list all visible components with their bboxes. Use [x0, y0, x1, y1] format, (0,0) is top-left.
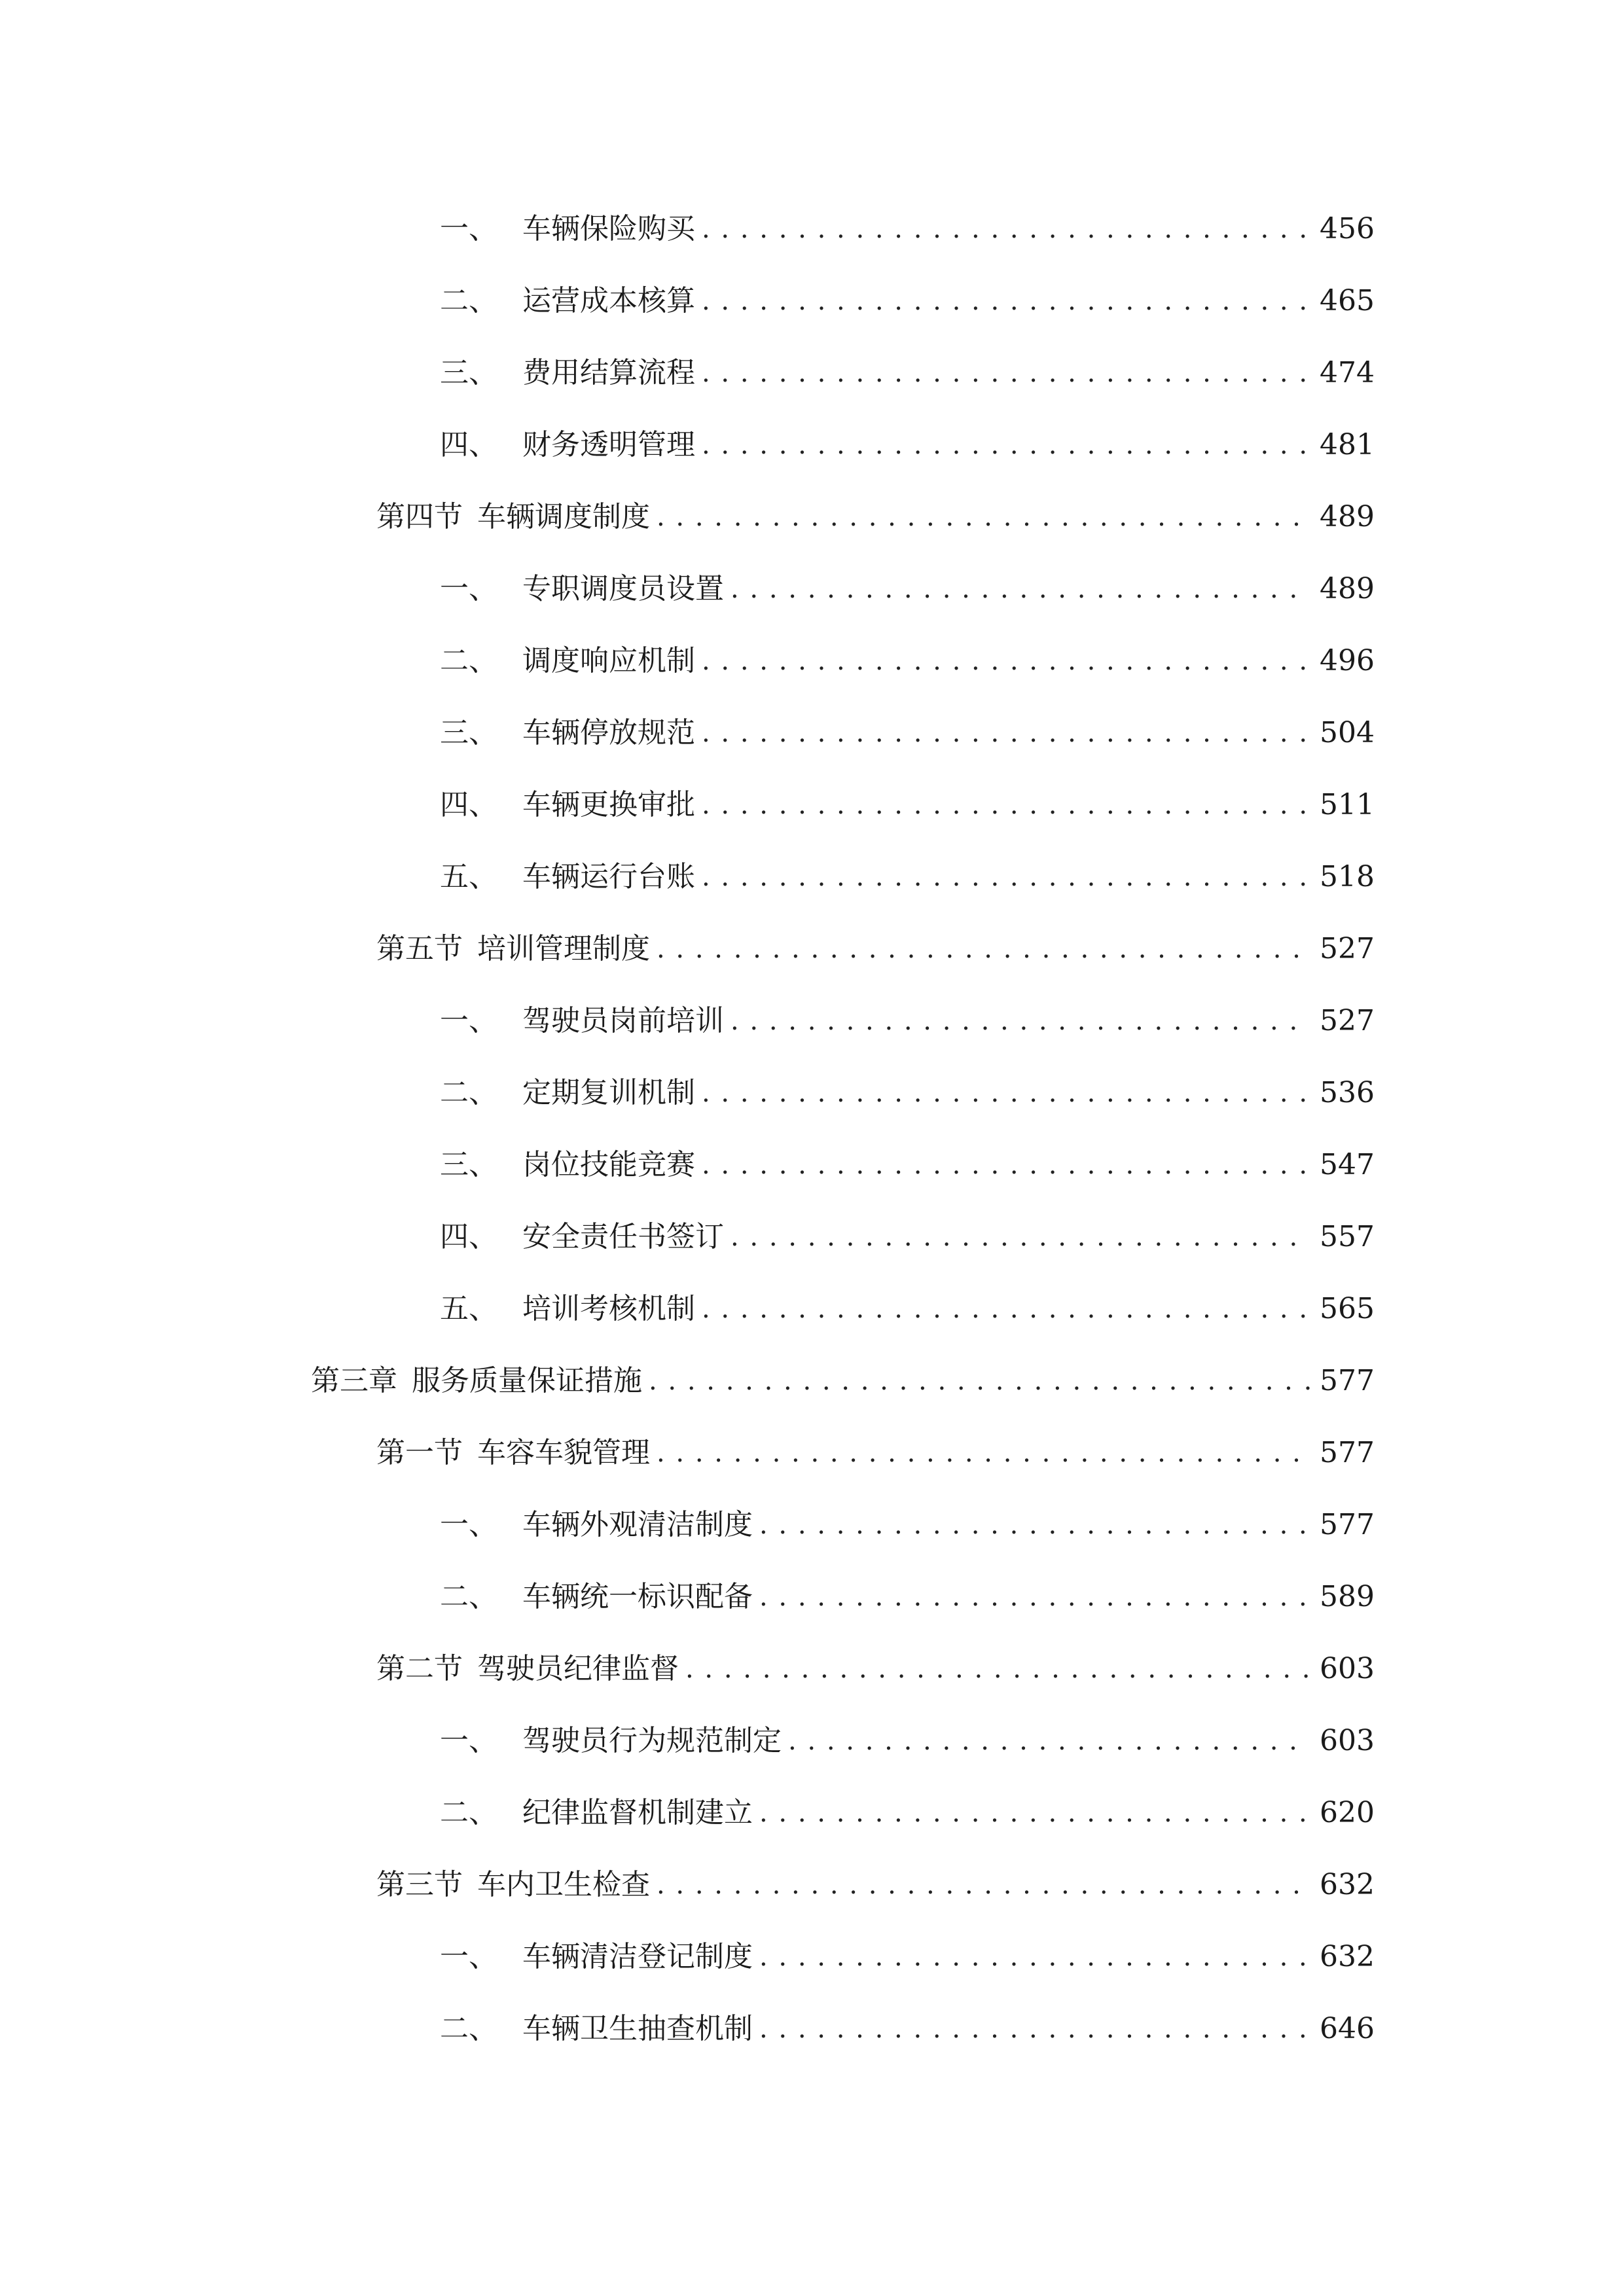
dot-leader	[702, 203, 1310, 255]
toc-entry[interactable]	[440, 1283, 1375, 1335]
toc-entry-number: 一、	[440, 212, 497, 245]
toc-entry-number: 第一节	[376, 1436, 463, 1469]
toc-entry-title: 安全责任书签订	[522, 1220, 724, 1253]
toc-entry-page: 489	[1320, 572, 1375, 605]
toc-entry[interactable]	[440, 203, 1375, 255]
toc-entry-title: 车内卫生检查	[477, 1868, 650, 1901]
toc-entry-number: 四、	[440, 1220, 497, 1253]
dot-leader	[702, 419, 1310, 471]
toc-section-entry[interactable]	[376, 1643, 1375, 1695]
toc-entry-number: 五、	[440, 1292, 497, 1325]
toc-section-entry[interactable]	[376, 491, 1375, 543]
toc-entry-number: 三、	[440, 356, 497, 389]
toc-entry-number: 二、	[440, 2012, 497, 2045]
dot-leader	[759, 1499, 1310, 1551]
toc-entry-page: 504	[1320, 716, 1375, 749]
toc-entry-page: 577	[1320, 1436, 1375, 1469]
toc-entry[interactable]	[440, 1715, 1375, 1767]
dot-leader	[702, 1067, 1310, 1119]
dot-leader	[657, 1427, 1310, 1479]
toc-entry[interactable]	[440, 563, 1375, 615]
toc-entry-title: 车容车貌管理	[477, 1436, 650, 1469]
toc-entry-title: 培训考核机制	[522, 1292, 695, 1325]
toc-entry-number: 二、	[440, 1076, 497, 1109]
toc-entry-number: 第五节	[376, 932, 463, 965]
toc-entry-title: 车辆统一标识配备	[522, 1580, 753, 1613]
dot-leader	[702, 851, 1310, 903]
toc-entry[interactable]	[440, 635, 1375, 687]
toc-entry-title: 驾驶员岗前培训	[522, 1004, 724, 1037]
toc-entry-page: 474	[1320, 356, 1375, 389]
toc-entry-title: 调度响应机制	[522, 644, 695, 677]
toc-entry[interactable]	[440, 779, 1375, 831]
toc-entry-page: 620	[1320, 1796, 1375, 1829]
toc-entry-title: 车辆调度制度	[477, 500, 650, 533]
toc-entry-number: 三、	[440, 716, 497, 749]
toc-entry-title: 车辆保险购买	[522, 212, 695, 245]
toc-entry-title: 费用结算流程	[522, 356, 695, 389]
dot-leader	[657, 491, 1310, 543]
toc-entry-page: 603	[1320, 1652, 1375, 1685]
toc-entry-page: 577	[1320, 1364, 1375, 1397]
toc-entry[interactable]	[440, 1211, 1375, 1263]
toc-entry[interactable]	[440, 1067, 1375, 1119]
toc-entry-number: 二、	[440, 644, 497, 677]
toc-entry-number: 一、	[440, 572, 497, 605]
dot-leader	[649, 1355, 1310, 1407]
toc-entry-title: 财务透明管理	[522, 428, 695, 461]
toc-entry-number: 一、	[440, 1724, 497, 1757]
toc-entry-title: 车辆停放规范	[522, 716, 695, 749]
toc-entry-page: 489	[1320, 500, 1375, 533]
dot-leader	[702, 707, 1310, 759]
toc-entry-page: 577	[1320, 1508, 1375, 1541]
toc-entry-title: 纪律监督机制建立	[522, 1796, 753, 1829]
dot-leader	[657, 923, 1310, 975]
toc-section-entry[interactable]	[376, 923, 1375, 975]
dot-leader	[759, 1931, 1310, 1983]
dot-leader	[685, 1643, 1310, 1695]
toc-entry-number: 一、	[440, 1508, 497, 1541]
dot-leader	[788, 1715, 1310, 1767]
toc-entry-page: 646	[1320, 2012, 1375, 2045]
toc-entry-page: 557	[1320, 1220, 1375, 1253]
toc-entry-title: 驾驶员纪律监督	[477, 1652, 679, 1685]
toc-entry-number: 二、	[440, 284, 497, 317]
dot-leader	[759, 1787, 1310, 1839]
toc-chapter-entry[interactable]	[311, 1355, 1375, 1407]
toc-entry-page: 603	[1320, 1724, 1375, 1757]
toc-entry-number: 四、	[440, 788, 497, 821]
toc-entry[interactable]	[440, 995, 1375, 1047]
toc-entry-title: 驾驶员行为规范制定	[522, 1724, 782, 1757]
dot-leader	[731, 1211, 1310, 1263]
toc-entry-number: 第三章	[311, 1364, 397, 1397]
dot-leader	[702, 275, 1310, 327]
toc-entry-number: 第三节	[376, 1868, 463, 1901]
toc-entry[interactable]	[440, 1931, 1375, 1983]
toc-entry-number: 第二节	[376, 1652, 463, 1685]
toc-entry-title: 岗位技能竞赛	[522, 1148, 695, 1181]
toc-entry-page: 547	[1320, 1148, 1375, 1181]
toc-entry[interactable]	[440, 419, 1375, 471]
toc-entry[interactable]	[440, 1571, 1375, 1623]
toc-entry[interactable]	[440, 1139, 1375, 1191]
dot-leader	[702, 635, 1310, 687]
toc-entry-title: 培训管理制度	[477, 932, 650, 965]
toc-entry[interactable]	[440, 851, 1375, 903]
toc-entry-page: 536	[1320, 1076, 1375, 1109]
toc-entry-title: 车辆运行台账	[522, 860, 695, 893]
toc-entry-page: 527	[1320, 1004, 1375, 1037]
toc-section-entry[interactable]	[376, 1427, 1375, 1479]
dot-leader	[759, 2003, 1310, 2055]
toc-entry-page: 481	[1320, 428, 1375, 461]
toc-entry-page: 632	[1320, 1940, 1375, 1973]
toc-entry-number: 四、	[440, 428, 497, 461]
toc-entry-page: 518	[1320, 860, 1375, 893]
dot-leader	[702, 779, 1310, 831]
toc-entry[interactable]	[440, 275, 1375, 327]
toc-entry-page: 632	[1320, 1868, 1375, 1901]
toc-entry-page: 456	[1320, 212, 1375, 245]
toc-entry-number: 五、	[440, 860, 497, 893]
toc-entry-title: 车辆卫生抽查机制	[522, 2012, 753, 2045]
toc-entry-number: 第四节	[376, 500, 463, 533]
toc-entry-title: 服务质量保证措施	[412, 1364, 642, 1397]
toc-entry[interactable]	[440, 707, 1375, 759]
dot-leader	[702, 1139, 1310, 1191]
toc-entry[interactable]	[440, 2003, 1375, 2055]
toc-entry[interactable]	[440, 1787, 1375, 1839]
dot-leader	[702, 1283, 1310, 1335]
toc-entry-number: 二、	[440, 1796, 497, 1829]
dot-leader	[731, 563, 1310, 615]
toc-entry-title: 定期复训机制	[522, 1076, 695, 1109]
toc-entry-title: 车辆更换审批	[522, 788, 695, 821]
toc-entry-title: 车辆清洁登记制度	[522, 1940, 753, 1973]
toc-entry-page: 565	[1320, 1292, 1375, 1325]
toc-entry-number: 二、	[440, 1580, 497, 1613]
toc-entry-title: 运营成本核算	[522, 284, 695, 317]
toc-entry[interactable]	[440, 1499, 1375, 1551]
dot-leader	[759, 1571, 1310, 1623]
toc-section-entry[interactable]	[376, 1859, 1375, 1911]
toc-entry-title: 专职调度员设置	[522, 572, 724, 605]
dot-leader	[657, 1859, 1310, 1911]
dot-leader	[702, 347, 1310, 399]
toc-entry-number: 一、	[440, 1940, 497, 1973]
toc-entry-page: 527	[1320, 932, 1375, 965]
toc-entry-page: 589	[1320, 1580, 1375, 1613]
toc-entry-number: 一、	[440, 1004, 497, 1037]
toc-entry-number: 三、	[440, 1148, 497, 1181]
toc-entry[interactable]	[440, 347, 1375, 399]
dot-leader	[731, 995, 1310, 1047]
toc-entry-page: 511	[1320, 788, 1375, 821]
toc-entry-title: 车辆外观清洁制度	[522, 1508, 753, 1541]
toc-entry-page: 496	[1320, 644, 1375, 677]
toc-entry-page: 465	[1320, 284, 1375, 317]
